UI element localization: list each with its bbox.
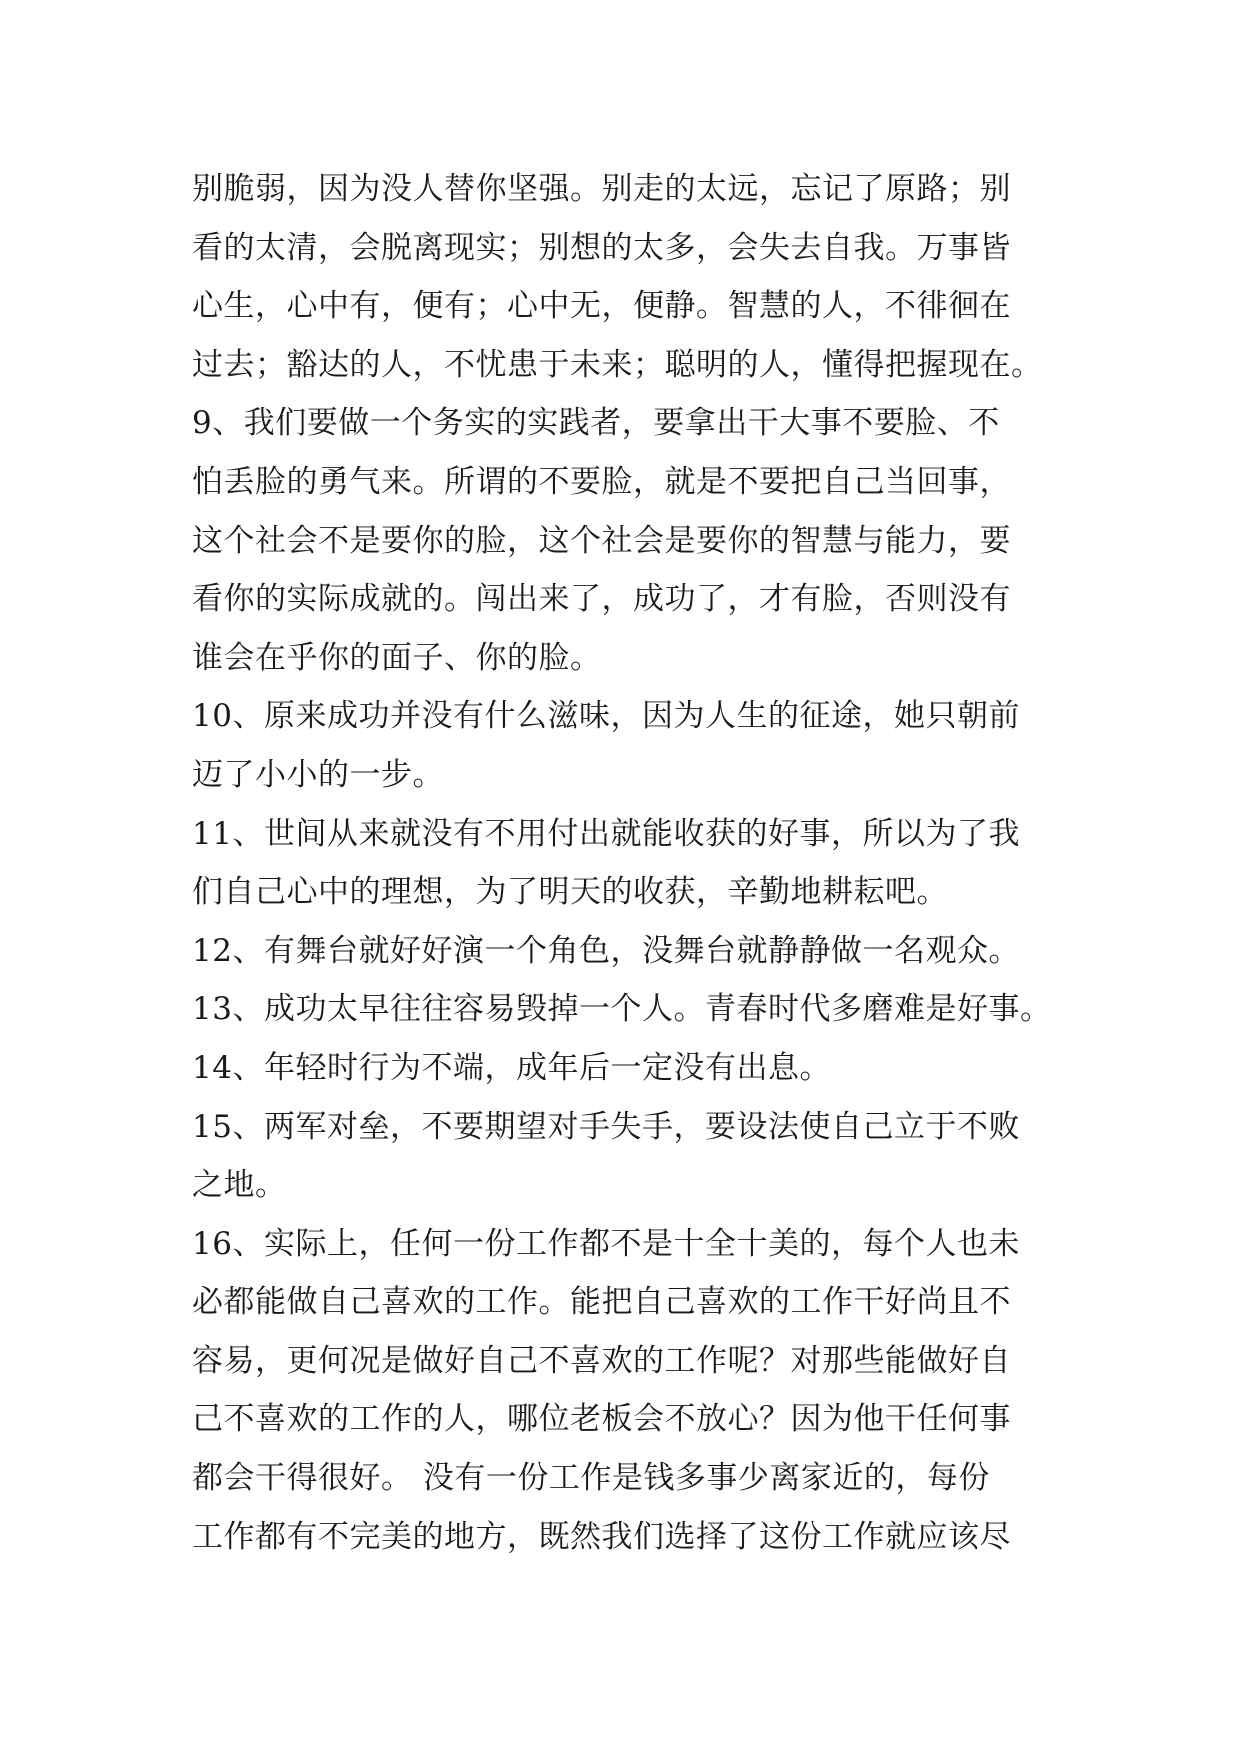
text-line: 怕丢脸的勇气来。所谓的不要脸，就是不要把自己当回事， [192, 463, 1011, 500]
text-line: 容易，更何况是做好自己不喜欢的工作呢？对那些能做好自 [192, 1342, 1011, 1379]
item-12-line: 12、有舞台就好好演一个角色，没舞台就静静做一名观众。 [192, 932, 1020, 969]
text-line: 过去；豁达的人，不忧患于未来；聪明的人，懂得把握现在。 [192, 346, 1043, 383]
text-line: 谁会在乎你的面子、你的脸。 [192, 639, 602, 676]
text-line: 看的太清，会脱离现实；别想的太多，会失去自我。万事皆 [192, 229, 1011, 266]
item-9-line: 9、我们要做一个务实的实践者，要拿出干大事不要脸、不 [192, 405, 1000, 442]
item-11-line: 11、世间从来就没有不用付出就能收获的好事，所以为了我 [192, 815, 1020, 852]
text-line: 都会干得很好。 没有一份工作是钱多事少离家近的，每份 [192, 1460, 990, 1497]
item-15-line: 15、两军对垒，不要期望对手失手，要设法使自己立于不败 [192, 1108, 1020, 1145]
text-line: 们自己心中的理想，为了明天的收获，辛勤地耕耘吧。 [192, 874, 948, 911]
item-16-line: 16、实际上，任何一份工作都不是十全十美的，每个人也未 [192, 1225, 1020, 1262]
item-10-line: 10、原来成功并没有什么滋味，因为人生的征途，她只朝前 [192, 698, 1020, 735]
text-line: 看你的实际成就的。闯出来了，成功了，才有脸，否则没有 [192, 581, 1011, 618]
text-line: 心生，心中有，便有；心中无，便静。智慧的人，不徘徊在 [192, 288, 1011, 325]
text-line: 这个社会不是要你的脸，这个社会是要你的智慧与能力，要 [192, 522, 1011, 559]
item-14-line: 14、年轻时行为不端，成年后一定没有出息。 [192, 1049, 831, 1086]
text-line: 之地。 [192, 1167, 287, 1204]
body-text [192, 160, 1052, 1566]
text-line: 必都能做自己喜欢的工作。能把自己喜欢的工作干好尚且不 [192, 1284, 1011, 1321]
text-line: 迈了小小的一步。 [192, 756, 444, 793]
text-line: 工作都有不完美的地方，既然我们选择了这份工作就应该尽 [192, 1518, 1011, 1555]
item-13-line: 13、成功太早往往容易毁掉一个人。青春时代多磨难是好事。 [192, 991, 1052, 1028]
text-line: 己不喜欢的工作的人，哪位老板会不放心？因为他干任何事 [192, 1401, 1011, 1438]
text-line: 别脆弱，因为没人替你坚强。别走的太远，忘记了原路；别 [192, 171, 1011, 207]
